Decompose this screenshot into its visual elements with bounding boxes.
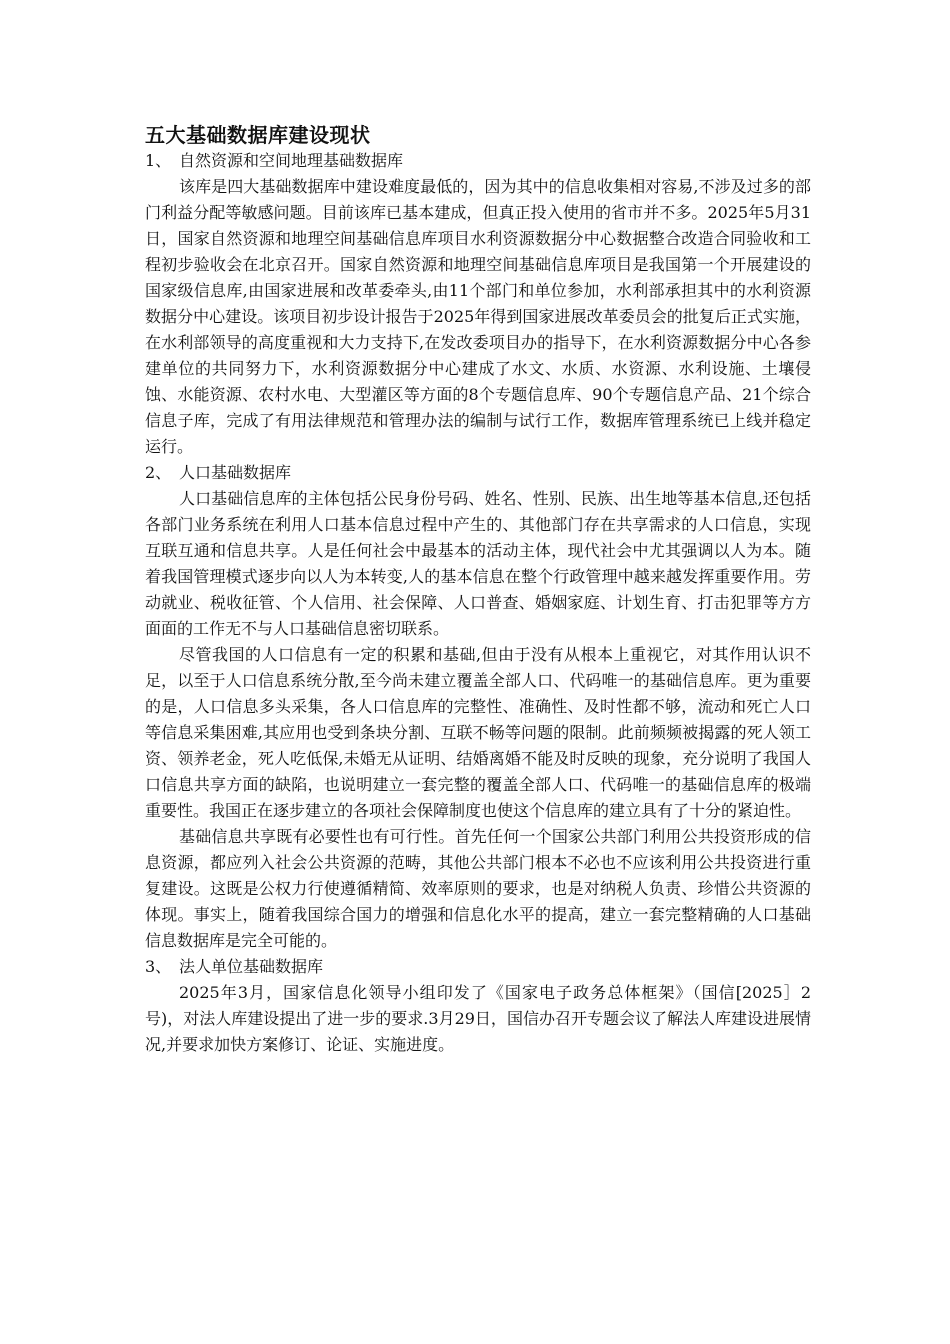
- section-population: [145, 460, 811, 954]
- paragraph: 尽管我国的人口信息有一定的积累和基础,但由于没有从根本上重视它，对其作用认识不足，以至于人口信息系统分散,至今尚未建立覆盖全部人口、代码唯一的基础信息库。更为重要的是，人口信息多头采集，各人口信息库的完整性、准确性、及时性都不够，流动和死亡人口等信息采集困难,其应用也受到条块分割、互联不畅等问题的限制。此前频频被揭露的死人领工资、领养老金，死人吃低保,未婚无从证明、结婚离婚不能及时反映的现象，充分说明了我国人口信息共享方面的缺陷，也说明建立一套完整的覆盖全部人口、代码唯一的基础信息库的极端重要性。我国正在逐步建立的各项社会保障制度也使这个信息库的建立具有了十分的紧迫性。: [145, 645, 811, 820]
- paragraph: 2025年3月，国家信息化领导小组印发了《国家电子政务总体框架》（国信[2025］2号)，对法人库建设提出了进一步的要求.3月29日，国信办召开专题会议了解法人库建设进展情况,并要求加快方案修订、论证、实施进度。: [145, 983, 811, 1054]
- section-legal-entity: [145, 954, 811, 1058]
- section-heading: [145, 148, 811, 174]
- section-number: 3、: [145, 957, 172, 976]
- paragraph: 基础信息共享既有必要性也有可行性。首先任何一个国家公共部门利用公共投资形成的信息资源，都应列入社会公共资源的范畴，其他公共部门根本不必也不应该利用公共投资进行重复建设。这既是公权力行使遵循精简、效率原则的要求，也是对纳税人负责、珍惜公共资源的体现。事实上，随着我国综合国力的增强和信息化水平的提高，建立一套完整精确的人口基础信息数据库是完全可能的。: [145, 827, 811, 950]
- section-heading-text: 法人单位基础数据库: [179, 957, 324, 976]
- document-page: [145, 122, 811, 1058]
- section-heading: [145, 460, 811, 486]
- section-heading: [145, 954, 811, 980]
- paragraph: 该库是四大基础数据库中建设难度最低的，因为其中的信息收集相对容易,不涉及过多的部门利益分配等敏感问题。目前该库已基本建成，但真正投入使用的省市并不多。2025年5月31日，国家自然资源和地理空间基础信息库项目水利资源数据分中心数据整合改造合同验收和工程初步验收会在北京召开。国家自然资源和地理空间基础信息库项目是我国第一个开展建设的国家级信息库,由国家进展和改革委牵头,由11个部门和单位参加，水利部承担其中的水利资源数据分中心建设。该项目初步设计报告于2025年得到国家进展改革委员会的批复后正式实施，在水利部领导的高度重视和大力支持下,在发改委项目办的指导下，在水利资源数据分中心各参建单位的共同努力下，水利资源数据分中心建成了水文、水质、水资源、水利设施、土壤侵蚀、水能资源、农村水电、大型灌区等方面的8个专题信息库、90个专题信息产品、21个综合信息子库，完成了有用法律规范和管理办法的编制与试行工作，数据库管理系统已上线并稳定运行。: [145, 177, 811, 456]
- paragraph: 人口基础信息库的主体包括公民身份号码、姓名、性别、民族、出生地等基本信息,还包括各部门业务系统在利用人口基本信息过程中产生的、其他部门存在共享需求的人口信息，实现互联互通和信息共享。人是任何社会中最基本的活动主体，现代社会中尤其强调以人为本。随着我国管理模式逐步向以人为本转变,人的基本信息在整个行政管理中越来越发挥重要作用。劳动就业、税收征管、个人信用、社会保障、人口普查、婚姻家庭、计划生育、打击犯罪等方方面面的工作无不与人口基础信息密切联系。: [145, 489, 811, 638]
- section-number: 1、: [145, 151, 172, 170]
- section-heading-text: 自然资源和空间地理基础数据库: [179, 151, 404, 170]
- section-natural-resources: [145, 148, 811, 460]
- section-heading-text: 人口基础数据库: [179, 463, 292, 482]
- section-number: 2、: [145, 463, 172, 482]
- document-title: 五大基础数据库建设现状: [145, 123, 371, 147]
